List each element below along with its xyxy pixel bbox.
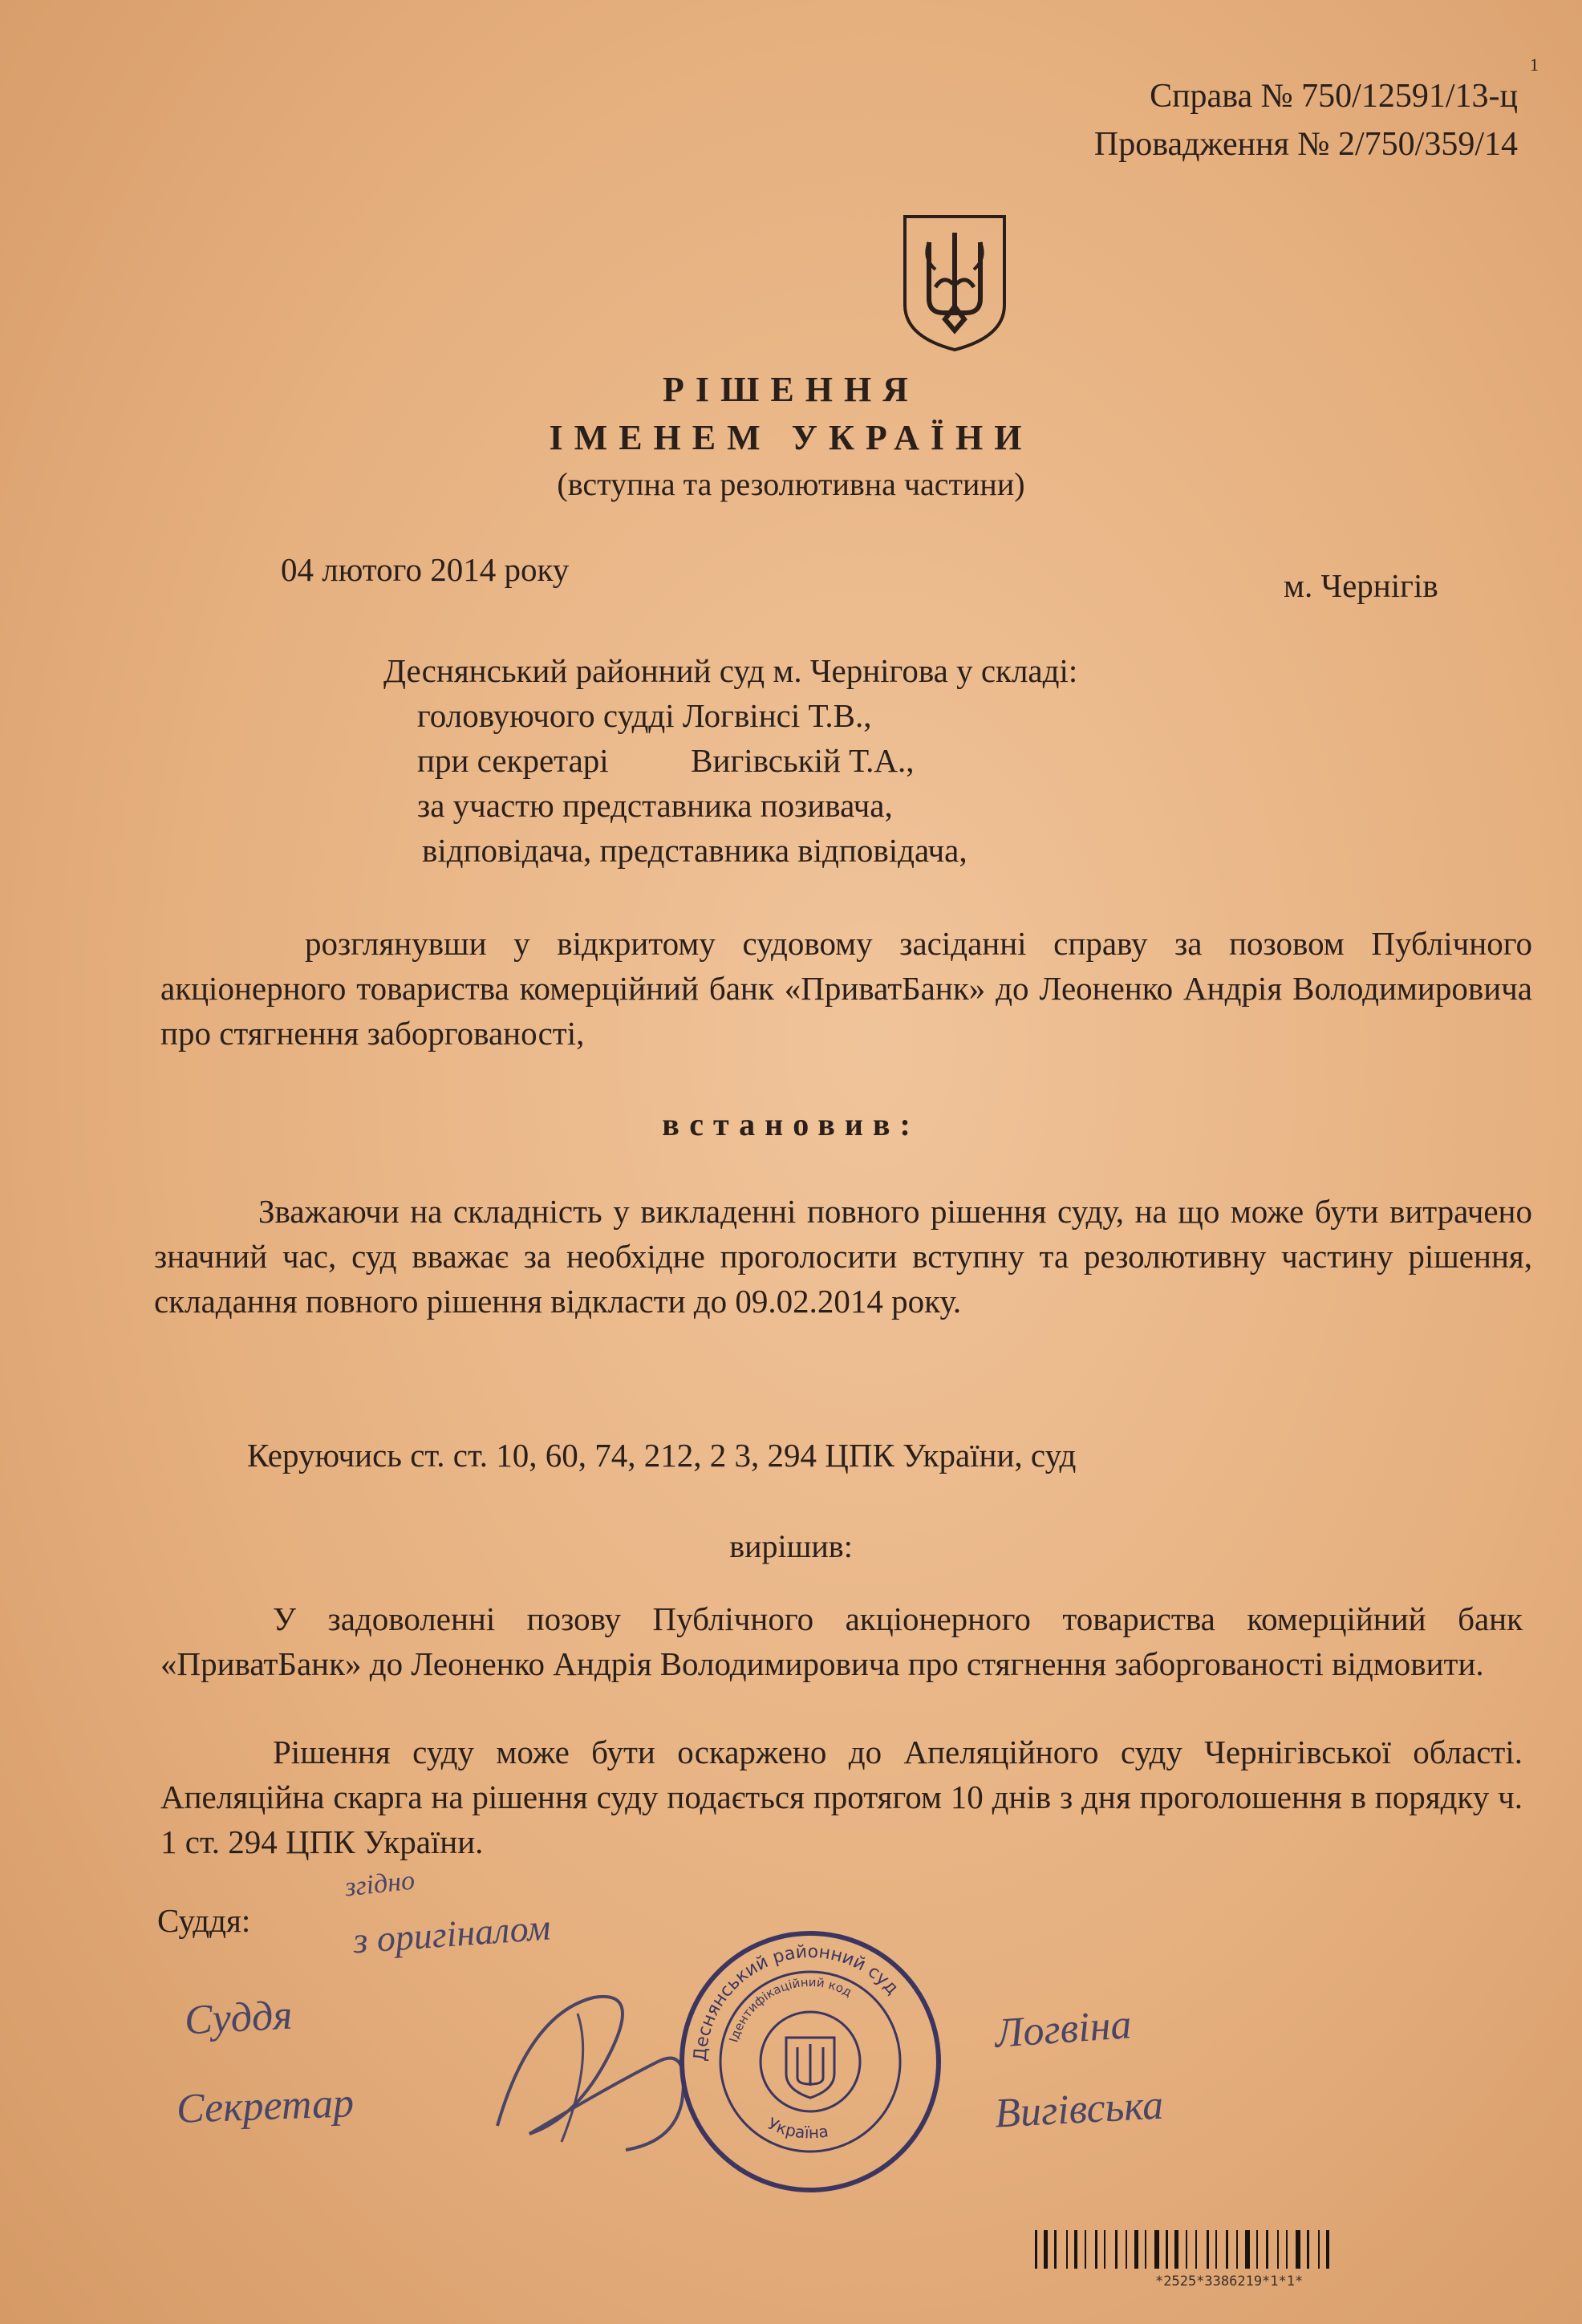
barcode-bar: [1186, 2230, 1187, 2269]
barcode-bar: [1170, 2230, 1172, 2269]
barcode-bar: [1332, 2230, 1334, 2269]
barcode-bar: [1126, 2230, 1127, 2269]
barcode-bar: [1149, 2230, 1152, 2269]
guided-by-paragraph: Керуючись ст. ст. 10, 60, 74, 212, 2 3, 294 ЦПК України, суд: [247, 1437, 1077, 1474]
barcode-bar: [1066, 2230, 1068, 2269]
barcode-bar: [1141, 2230, 1142, 2269]
handwritten-judge-name: Логвіна: [993, 2002, 1134, 2057]
presiding-judge: головуючого судді Логвінсі Т.В.,: [417, 697, 872, 734]
barcode-bar: [1120, 2230, 1123, 2269]
barcode-bar: [1195, 2230, 1197, 2269]
coat-of-arms-emblem: [898, 210, 1011, 355]
barcode-bar: [1085, 2230, 1086, 2269]
decision-paragraph-2: Рішення суду може бути оскаржено до Апеляційного суду Чернігівської області. Апеляційна скарга на рішення суду подається протягом 10 днів з дня проголошення в порядку ч. 1 ст. 294 ЦПК України.: [160, 1734, 1523, 1860]
barcode-bar: [1134, 2230, 1138, 2269]
barcode-bar: [1240, 2230, 1243, 2269]
barcode-bar: [1326, 2230, 1329, 2269]
barcode-bar: [1211, 2230, 1213, 2269]
barcode-bar: [1245, 2230, 1250, 2269]
barcode-bar: [1100, 2230, 1101, 2269]
intro-paragraph: розглянувши у відкритому судовому засіданні справу за позовом Публічного акціонерного товариства комерційний банк «ПриватБанк» до Леоненко Андрія Володимировича про стягнення заборгованості,: [160, 925, 1532, 1052]
barcode-bar: [1115, 2230, 1118, 2269]
barcode-bar: [1190, 2230, 1193, 2269]
barcode-bar: [1181, 2230, 1183, 2269]
document-title-2: ІМЕНЕМ УКРАЇНИ: [549, 418, 1033, 457]
judge-label: Суддя:: [157, 1902, 251, 1939]
handwritten-secretary-name: Вигівська: [993, 2082, 1165, 2137]
handwritten-judge: Суддя: [183, 1992, 294, 2044]
barcode-bar: [1108, 2230, 1113, 2269]
document-subtitle: (вступна та резолютивна частини): [557, 466, 1025, 502]
page-marker: 1: [1530, 55, 1539, 75]
barcode-bar: [1226, 2230, 1228, 2269]
decided-heading: вирішив:: [729, 1528, 853, 1564]
decision-paragraph-1: У задоволенні позову Публічного акціонерного товариства комерційний банк «ПриватБанк» до Леоненко Андрія Володимировича про стягнення заборгованості відмовити.: [160, 1600, 1523, 1682]
barcode-bar: [1040, 2230, 1041, 2269]
barcode-bar: [1312, 2230, 1316, 2269]
barcode-bar: [1054, 2230, 1057, 2269]
barcode-bar: [1260, 2230, 1264, 2269]
barcode-bar: [1303, 2230, 1304, 2269]
stamp-top-text: Деснянський районний суд: [690, 1941, 903, 2062]
barcode-bar: [1318, 2230, 1320, 2269]
barcode-bar: [1322, 2230, 1324, 2269]
court-secretary: при секретарі Вигівській Т.А.,: [417, 742, 915, 779]
established-paragraph: Зважаючи на складність у викладенні повного рішення суду, на що може бути витрачено значний час, суд вважає за необхідне проголосити вступну та резолютивну частину рішення, складання повного рішення відкласти до 09.02.2014 року.: [154, 1193, 1532, 1320]
barcode-bar: [1231, 2230, 1234, 2269]
barcode-bar: [1145, 2230, 1146, 2269]
barcode-bar: [1166, 2230, 1168, 2269]
barcode-bar: [1307, 2230, 1309, 2269]
barcode-bar: [1080, 2230, 1082, 2269]
case-number: Справа № 750/12591/13-ц: [1150, 78, 1518, 115]
document-title: РІШЕННЯ: [663, 370, 919, 409]
barcode-bar: [1050, 2230, 1052, 2269]
svg-text:Україна: [765, 2114, 830, 2143]
barcode-bar: [1286, 2230, 1288, 2269]
barcode-bar: [1059, 2230, 1064, 2269]
barcode-bar: [1271, 2230, 1275, 2269]
barcode-bar: [1035, 2230, 1037, 2269]
barcode-number: *2525*3386219*1*1*: [1155, 2273, 1304, 2290]
barcode-bar: [1174, 2230, 1178, 2269]
barcode-bar: [1154, 2230, 1159, 2269]
barcode-bar: [1277, 2230, 1279, 2269]
barcode-bar: [1162, 2230, 1163, 2269]
barcode-bar: [1281, 2230, 1284, 2269]
established-heading: встановив:: [662, 1106, 920, 1142]
barcode-bar: [1199, 2230, 1204, 2269]
barcode-bar: [1130, 2230, 1132, 2269]
document-barcode: [1035, 2230, 1500, 2269]
barcode-bar: [1089, 2230, 1093, 2269]
barcode-bar: [1044, 2230, 1048, 2269]
proceeding-number: Провадження № 2/750/359/14: [1093, 126, 1518, 163]
handwritten-note-2: з оригіналом: [351, 1906, 552, 1961]
barcode-bar: [1296, 2230, 1300, 2269]
barcode-bar: [1219, 2230, 1223, 2269]
barcode-bar: [1256, 2230, 1258, 2269]
barcode-bar: [1290, 2230, 1293, 2269]
barcode-bar: [1236, 2230, 1238, 2269]
plaintiff-representative: за участю представника позивача,: [417, 787, 893, 824]
handwritten-note-1: згідно: [343, 1865, 416, 1903]
defendant-parties: відповідача, представника відповідача,: [422, 832, 967, 869]
barcode-bar: [1095, 2230, 1097, 2269]
court-composition: Деснянський районний суд м. Чернігова у складі:: [383, 652, 1078, 689]
decision-date: 04 лютого 2014 року: [281, 551, 570, 588]
stamp-inner-text: Ідентифікаційний код: [726, 1974, 854, 2044]
barcode-bar: [1074, 2230, 1077, 2269]
court-stamp: [674, 1925, 947, 2198]
decision-city: м. Чернігів: [1284, 567, 1438, 604]
barcode-bar: [1207, 2230, 1209, 2269]
barcode-bar: [1070, 2230, 1072, 2269]
barcode-bar: [1252, 2230, 1254, 2269]
barcode-bar: [1104, 2230, 1105, 2269]
stamp-bottom-text: Україна: [765, 2113, 830, 2143]
barcode-bar: [1266, 2230, 1268, 2269]
handwritten-secretary: Секретар: [176, 2080, 355, 2132]
barcode-bar: [1215, 2230, 1217, 2269]
